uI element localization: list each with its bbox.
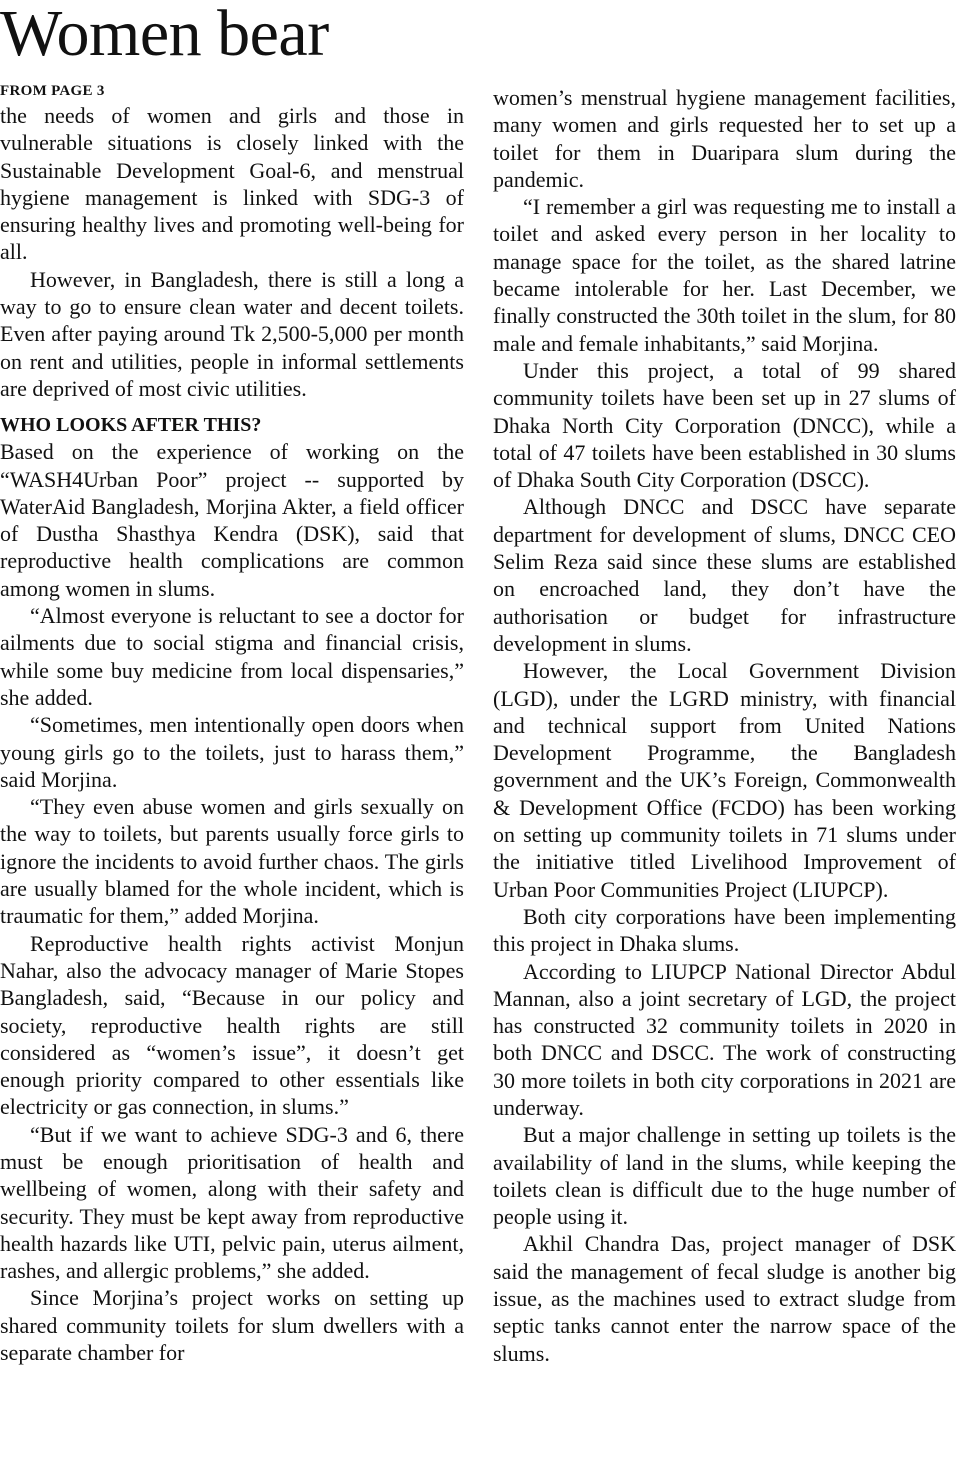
paragraph: Under this project, a total of 99 shared community toilets have been set up in 27 slums of Dhaka North City Corporation (DNCC), while a total of 47 toilets have been established in 30 slums of Dhaka South City Corporation (DSCC). xyxy=(493,357,956,493)
paragraph: “I remember a girl was requesting me to install a toilet and asked every person in her locality to manage space for the toilet, as the shared latrine became intolerable for her. Last December, we finally constructed the 30th toilet in the slum, for 80 male and female inhabitants,” said Morjina. xyxy=(493,194,956,356)
paragraph: “They even abuse women and girls sexually on the way to toilets, but parents usually force girls to ignore the incidents to avoid further chaos. The girls are usually blamed for the whole incident, which is traumatic for them,” added Morjina. xyxy=(0,794,464,929)
paragraph: According to LIUPCP National Director Abdul Mannan, also a joint secretary of LGD, the project has constructed 32 community toilets in 2020 in both DNCC and DSCC. The work of constructing 30 more toilets in both city corporations in 2021 are underway. xyxy=(493,958,956,1120)
paragraph: Akhil Chandra Das, project manager of DSK said the management of fecal sludge is another big issue, as the machines used to extract sludge from septic tanks cannot enter the narrow space of the slums. xyxy=(493,1231,956,1366)
jump-line: FROM PAGE 3 xyxy=(0,83,105,99)
paragraph: “Sometimes, men intentionally open doors when young girls go to the toilets, just to harass them,” said Morjina. xyxy=(0,712,464,792)
paragraph: Although DNCC and DSCC have separate department for development of slums, DNCC CEO Selim Reza said since these slums are established on encroached land, they don’t have the authorisation or budget for infrastructure development in slums. xyxy=(493,494,956,656)
headline: Women bear xyxy=(0,0,329,70)
paragraph: However, in Bangladesh, there is still a long a way to go to ensure clean water and decent toilets. Even after paying around Tk 2,500-5,000 per month on rent and utilities, people in informal settlements are deprived of most civic utilities. xyxy=(0,266,464,401)
paragraph: Based on the experience of working on the “WASH4Urban Poor” project -- supported by WaterAid Bangladesh, Morjina Akter, a field officer of Dustha Shasthya Kendra (DSK), said that reproductive health complications are common among women in slums. xyxy=(0,439,464,601)
right-column xyxy=(493,84,956,1367)
paragraph: “Almost everyone is reluctant to see a doctor for ailments due to social stigma and financial crisis, while some buy medicine from local dispensaries,” she added. xyxy=(0,603,464,710)
paragraph: women’s menstrual hygiene management facilities, many women and girls requested her to set up a toilet for them in Duaripara slum during the pandemic. xyxy=(493,85,956,192)
section-subhead: WHO LOOKS AFTER THIS? xyxy=(0,414,262,437)
paragraph: However, the Local Government Division (LGD), under the LGRD ministry, with financial and technical support from United Nations Development Programme, the Bangladesh government and the UK’s Foreign, Commonwealth & Development Office (FCDO) has been working on setting up community toilets in 71 slums under the initiative titled Livelihood Improvement of Urban Poor Communities Project (LIUPCP). xyxy=(493,658,956,902)
paragraph: “But if we want to achieve SDG-3 and 6, there must be enough prioritisation of health and wellbeing of women, along with their safety and security. They must be kept away from reproductive health hazards like UTI, pelvic pain, uterus ailment, rashes, and allergic problems,” she added. xyxy=(0,1121,464,1284)
paragraph: Both city corporations have been implementing this project in Dhaka slums. xyxy=(493,903,956,957)
paragraph: Since Morjina’s project works on setting up shared community toilets for slum dwellers with a separate chamber for xyxy=(0,1285,464,1366)
paragraph: Reproductive health rights activist Monjun Nahar, also the advocacy manager of Marie Stopes Bangladesh, said, “Because in our policy and society, reproductive health rights are still considered as “women’s issue”, it doesn’t get enough priority compared to other essentials like electricity or gas connection, in slums.” xyxy=(0,930,464,1120)
paragraph: But a major challenge in setting up toilets is the availability of land in the slums, while keeping the toilets clean is difficult due to the huge number of people using it. xyxy=(493,1122,956,1230)
left-column xyxy=(0,80,464,1366)
paragraph: the needs of women and girls and those in vulnerable situations is closely linked with the Sustainable Development Goal-6, and menstrual hygiene management is linked with SDG-3 of ensuring healthy lives and promoting well-being for all. xyxy=(0,103,464,265)
